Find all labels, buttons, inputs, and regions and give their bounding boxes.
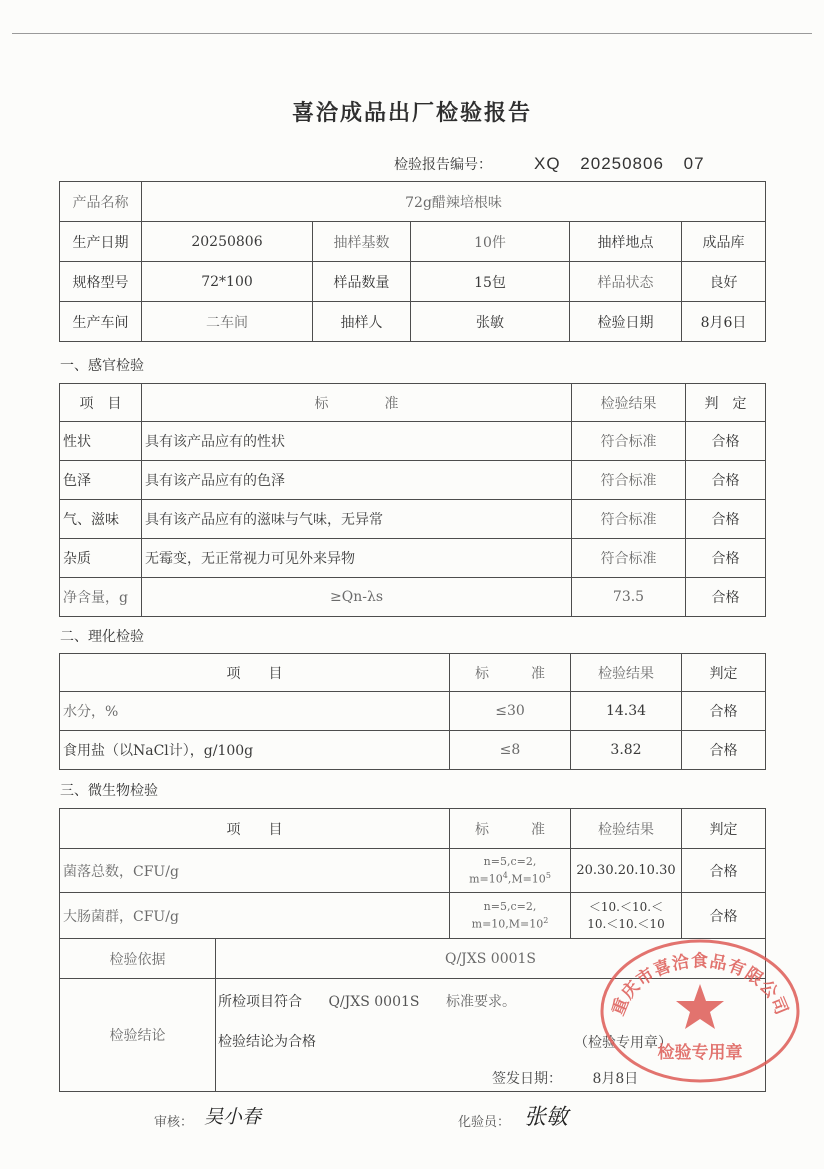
company-seal-stamp [598, 936, 802, 1086]
stamp-bottom-text: 检验专用章 [657, 1043, 743, 1063]
conclusion-line1-c: 标准要求。 [445, 994, 516, 1010]
physchem-heading: 二、理化检验 [60, 629, 144, 645]
table-row [60, 731, 766, 770]
sample-loc-value: 成品库 [682, 222, 766, 262]
reviewer-label: 审核： [154, 1115, 194, 1130]
top-rule [12, 33, 812, 34]
product-name-value: 72g醋辣培根味 [142, 182, 766, 222]
micro-item: 菌落总数，CFU/g [60, 849, 450, 893]
inspector-label: 化验员： [458, 1115, 511, 1130]
sensory-result: 符合标准 [572, 422, 686, 461]
micro-verdict: 合格 [682, 849, 766, 893]
micro-standard-line1: n=5,c=2, [483, 854, 537, 868]
sensory-header-standard: 标 准 [142, 384, 572, 422]
sensory-verdict: 合格 [686, 500, 766, 539]
sample-state-value: 良好 [682, 262, 766, 302]
spec-label: 规格型号 [60, 262, 142, 302]
micro-standard: n=5,c=2, $m=10,M=10^2$ [450, 893, 571, 939]
physchem-header-result: 检验结果 [571, 654, 682, 692]
conclusion-line1-a: 所检项目符合 [218, 994, 302, 1010]
workshop-label: 生产车间 [60, 302, 142, 342]
sample-state-label: 样品状态 [570, 262, 682, 302]
physchem-standard: ≤8 [450, 731, 571, 770]
prod-date-value: 20250806 [142, 222, 313, 262]
report-number-value: XQ 20250806 07 [534, 154, 705, 173]
basis-value: Q/JXS 0001S [216, 939, 766, 979]
sensory-item: 性状 [60, 422, 142, 461]
sensory-standard: ≥Qn-λs [142, 578, 572, 617]
sensory-verdict: 合格 [686, 578, 766, 617]
conclusion-label: 检验结论 [60, 979, 216, 1092]
sample-loc-label: 抽样地点 [570, 222, 682, 262]
sign-date-value: 8月8日 [592, 1071, 639, 1087]
physchem-result: 3.82 [571, 731, 682, 770]
sensory-header-verdict: 判 定 [686, 384, 766, 422]
table-row [60, 461, 766, 500]
table-row [60, 500, 766, 539]
physchem-header-verdict: 判定 [682, 654, 766, 692]
inspector-signature: 张敏 [524, 1105, 569, 1130]
physchem-result: 14.34 [571, 692, 682, 731]
batch-count-label: 抽样基数 [313, 222, 411, 262]
basis-label: 检验依据 [60, 939, 216, 979]
micro-header-result: 检验结果 [571, 809, 682, 849]
report-number [394, 154, 705, 174]
micro-result: 20.30.20.10.30 [571, 849, 682, 893]
stamp-star-icon [676, 984, 724, 1029]
sensory-verdict: 合格 [686, 461, 766, 500]
reviewer-signature: 吴小春 [204, 1106, 262, 1128]
sensory-result: 73.5 [572, 578, 686, 617]
sensory-standard: 具有该产品应有的性状 [142, 422, 572, 461]
page-title: 喜洽成品出厂检验报告 [291, 101, 532, 126]
physchem-verdict: 合格 [682, 731, 766, 770]
physchem-standard: ≤30 [450, 692, 571, 731]
sensory-verdict: 合格 [686, 422, 766, 461]
sensory-item: 净含量，g [60, 578, 142, 617]
table-row [60, 539, 766, 578]
sample-qty-value: 15包 [411, 262, 570, 302]
workshop-value: 二车间 [142, 302, 313, 342]
sensory-item: 气、滋味 [60, 500, 142, 539]
micro-header-verdict: 判定 [682, 809, 766, 849]
sensory-standard: 具有该产品应有的滋味与气味，无异常 [142, 500, 572, 539]
sensory-result: 符合标准 [572, 500, 686, 539]
spec-value: 72*100 [142, 262, 313, 302]
report-number-label: 检验报告编号： [394, 157, 492, 173]
sensory-item: 杂质 [60, 539, 142, 578]
micro-item: 大肠菌群，CFU/g [60, 893, 450, 939]
prod-date-label: 生产日期 [60, 222, 142, 262]
micro-header-standard: 标 准 [450, 809, 571, 849]
physchem-table [59, 653, 766, 770]
sampler-value: 张敏 [411, 302, 570, 342]
sensory-header-result: 检验结果 [572, 384, 686, 422]
stamp-arc-text: 重庆市喜洽食品有限公司 [608, 951, 792, 1019]
physchem-item: 水分，% [60, 692, 450, 731]
product-info-table [59, 181, 766, 342]
conclusion-line1-b: Q/JXS 0001S [328, 994, 420, 1010]
micro-heading: 三、微生物检验 [60, 783, 158, 799]
sampler-label: 抽样人 [313, 302, 411, 342]
sensory-standard: 无霉变，无正常视力可见外来异物 [142, 539, 572, 578]
test-date-value: 8月6日 [682, 302, 766, 342]
sensory-heading: 一、感官检验 [60, 358, 144, 374]
table-row [60, 849, 766, 893]
sensory-result: 符合标准 [572, 539, 686, 578]
batch-count-value: 10件 [411, 222, 570, 262]
table-row [60, 422, 766, 461]
product-name-label: 产品名称 [60, 182, 142, 222]
sensory-verdict: 合格 [686, 539, 766, 578]
conclusion-line2: 检验结论为合格 [218, 1034, 316, 1050]
sensory-standard: 具有该产品应有的色泽 [142, 461, 572, 500]
sensory-header-item: 项 目 [60, 384, 142, 422]
seal-note: （检验专用章） [574, 1035, 672, 1051]
micro-verdict: 合格 [682, 893, 766, 939]
micro-result: ＜10.＜10.＜ 10.＜10.＜10 [571, 893, 682, 939]
physchem-verdict: 合格 [682, 692, 766, 731]
physchem-header-standard: 标 准 [450, 654, 571, 692]
test-date-label: 检验日期 [570, 302, 682, 342]
table-row [60, 893, 766, 939]
sample-qty-label: 样品数量 [313, 262, 411, 302]
table-row [60, 692, 766, 731]
micro-header-item: 项 目 [60, 809, 450, 849]
micro-standard-line2: $m=10^4,M=10^5$ [469, 870, 551, 886]
micro-standard [450, 849, 571, 893]
sensory-result: 符合标准 [572, 461, 686, 500]
sensory-table [59, 383, 766, 617]
physchem-header-item: 项 目 [60, 654, 450, 692]
sign-date-label: 签发日期： [492, 1071, 562, 1087]
physchem-item: 食用盐（以NaCl计），g/100g [60, 731, 450, 770]
sensory-item: 色泽 [60, 461, 142, 500]
table-row [60, 578, 766, 617]
